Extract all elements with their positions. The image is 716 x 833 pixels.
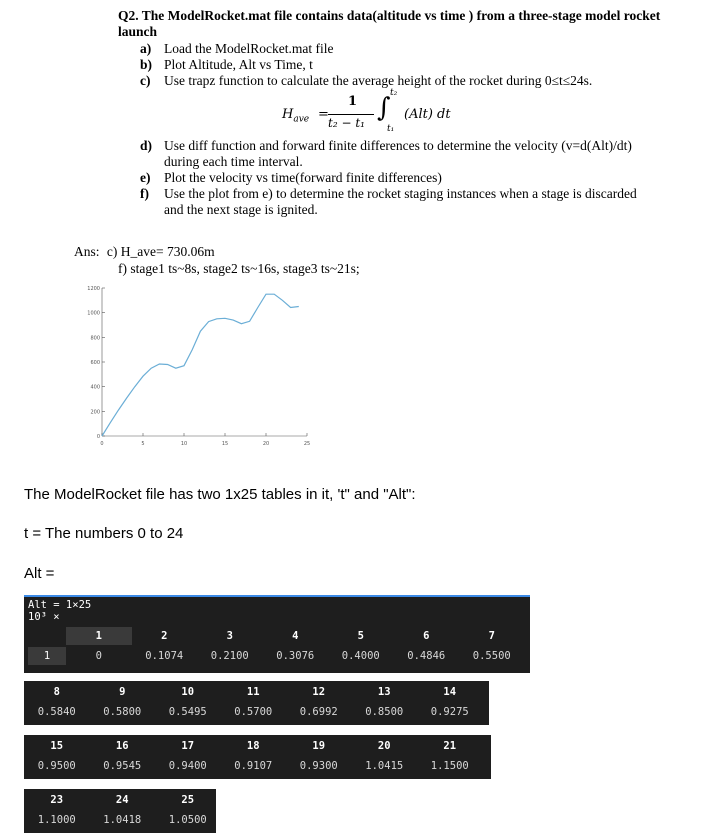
matrix-cell: 0.5700	[234, 706, 273, 718]
question-item-e: e) Plot the velocity vs time(forward finite differences)	[140, 170, 442, 185]
matrix-title: Alt = 1×25	[28, 599, 92, 611]
matrix-col-header: 13	[377, 686, 391, 698]
answer-line-1: c) H_ave= 730.06m	[106, 244, 215, 259]
matrix-cell: 1.0418	[103, 814, 142, 826]
question-item-a: a) Load the ModelRocket.mat file	[140, 41, 334, 56]
matrix-cell: 0.9275	[430, 706, 469, 718]
question-item-b: b) Plot Altitude, Alt vs Time, t	[140, 57, 313, 72]
alt-matrix-panel	[24, 595, 530, 673]
answer-label: Ans:	[74, 244, 100, 259]
matrix-block-4	[24, 789, 216, 833]
matrix-col-header: 9	[119, 686, 126, 698]
x-tick-label: 25	[303, 441, 310, 447]
matrix-cell: 0.2100	[210, 650, 249, 662]
matrix-cell: 0.6992	[299, 706, 338, 718]
matrix-col-header: 2	[161, 630, 168, 642]
answer-line-2: f) stage1 ts~8s, stage2 ts~16s, stage3 ts~21s;	[118, 261, 360, 276]
matrix-col-header: 15	[50, 740, 64, 752]
question-item-c: c) Use trapz function to calculate the average height of the rocket during 0≤t≤24s.	[140, 73, 593, 88]
matrix-col-header: 19	[312, 740, 326, 752]
y-tick-label: 800	[90, 335, 100, 342]
file-description: The ModelRocket file has two 1x25 tables in it, 't" and "Alt":	[24, 486, 416, 503]
matrix-col-header: 25	[181, 794, 195, 806]
altitude-series-line	[102, 294, 299, 436]
matrix-cell: 0.5840	[37, 706, 76, 718]
matrix-col-header: 20	[377, 740, 391, 752]
x-tick-label: 15	[221, 441, 229, 447]
question-items	[140, 41, 592, 89]
matrix-scale: 10³ ×	[28, 611, 60, 623]
matrix-cell: 1.1500	[430, 760, 469, 772]
matrix-col-header: 18	[246, 740, 260, 752]
matrix-cell: 0.5500	[472, 650, 511, 662]
question-item-f: f) Use the plot from e) to determine the rocket staging instances when a stage is discarded and the next stage is ignited.	[140, 186, 637, 217]
matrix-col-header: 16	[115, 740, 129, 752]
matrix-cell: 0.9545	[103, 760, 142, 772]
x-tick-label: 20	[262, 441, 270, 447]
matrix-cell: 1.1000	[37, 814, 76, 826]
matrix-cell: 0.5800	[103, 706, 142, 718]
x-tick-label: 0	[100, 441, 104, 447]
matrix-cell: 0.3076	[276, 650, 315, 662]
matrix-cell: 1.0415	[365, 760, 404, 772]
t-description: t = The numbers 0 to 24	[24, 525, 184, 542]
matrix-cell: 0.9400	[168, 760, 207, 772]
matrix-cell: 1.0500	[168, 814, 207, 826]
matrix-col-header: 4	[292, 630, 299, 642]
question-item-d: d) Use diff function and forward finite differences to determine the velocity (v=d(Alt)/dt) during each time interval.	[140, 138, 632, 169]
matrix-col-header: 21	[443, 740, 457, 752]
answer-block	[74, 243, 360, 277]
matrix-row-index: 1	[28, 647, 66, 665]
y-tick-label: 1000	[87, 310, 100, 317]
matrix-col-header: 5	[357, 630, 364, 642]
x-tick-label: 5	[141, 441, 145, 447]
question-items-2	[140, 138, 644, 218]
matrix-cell: 0	[95, 650, 102, 662]
matrix-cell: 0.9300	[299, 760, 338, 772]
matrix-cell: 0.8500	[365, 706, 404, 718]
matrix-col-header: 3	[226, 630, 233, 642]
y-tick-label: 400	[90, 384, 100, 391]
average-height-formula: $H_{ave}$ = 1 t₂ − t₁ ∫ t₂ t₁ (Alt) dt	[282, 88, 451, 134]
matrix-col-header: 14	[443, 686, 457, 698]
matrix-block-2	[24, 681, 489, 725]
question-heading: Q2. The ModelRocket.mat file contains data(altitude vs time ) from a three-stage model rocket launch	[118, 8, 661, 39]
matrix-cell: 0.9107	[234, 760, 273, 772]
matrix-cell: 0.4000	[341, 650, 380, 662]
alt-label: Alt =	[24, 565, 55, 582]
matrix-col-header: 23	[50, 794, 64, 806]
matrix-col-header: 1	[66, 627, 132, 645]
y-tick-label: 200	[90, 409, 100, 416]
matrix-col-header: 12	[312, 686, 326, 698]
x-tick-label: 10	[180, 441, 188, 447]
matrix-col-header: 7	[488, 630, 495, 642]
matrix-cell: 0.9500	[37, 760, 76, 772]
matrix-block-3	[24, 735, 491, 779]
matrix-col-header: 11	[246, 686, 260, 698]
matrix-col-header: 17	[181, 740, 195, 752]
y-tick-label: 600	[90, 360, 100, 366]
matrix-col-header: 8	[53, 686, 60, 698]
matrix-col-header: 6	[423, 630, 430, 642]
matrix-cell: 0.4846	[407, 650, 446, 662]
matrix-col-header: 10	[181, 686, 195, 698]
y-tick-label: 1200	[87, 286, 100, 292]
matrix-cell: 0.1074	[145, 650, 184, 662]
altitude-chart	[80, 280, 310, 455]
matrix-cell: 0.5495	[168, 706, 207, 718]
matrix-col-header: 24	[115, 794, 129, 806]
y-tick-label: 0	[96, 434, 100, 440]
